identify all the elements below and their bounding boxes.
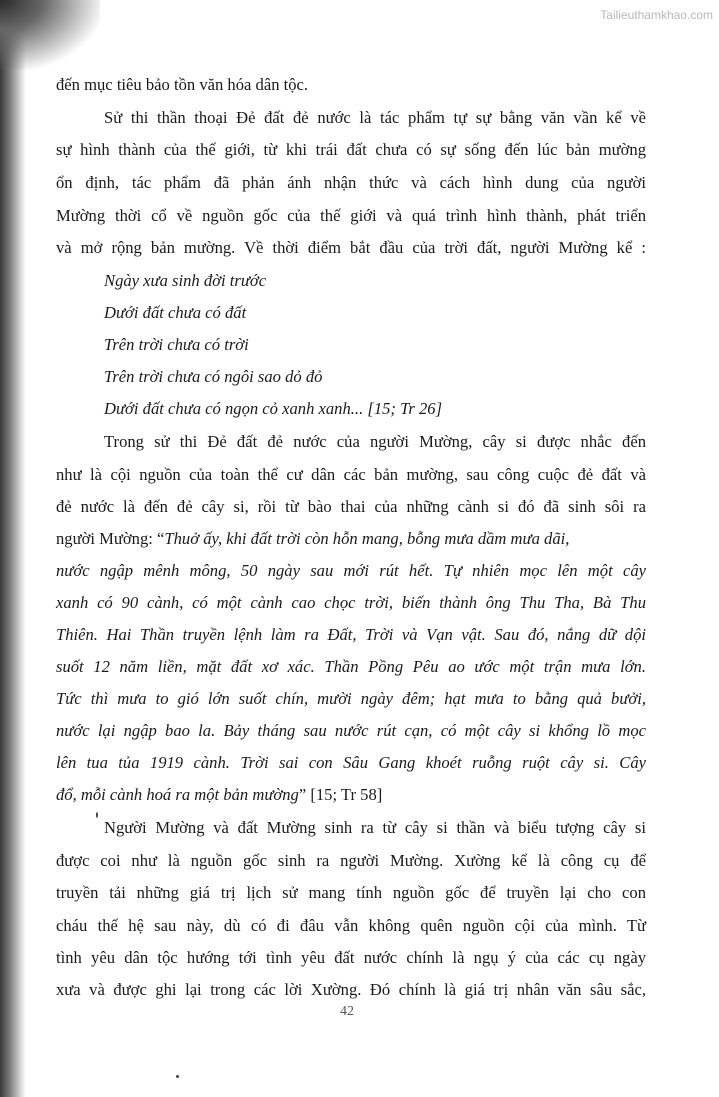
text-line: ổn định, tác phẩm đã phản ánh nhận thức và cách hình dung của người [56,173,646,192]
quote-line: xanh có 90 cành, có một cành cao chọc trời, biến thành ông Thu Tha, Bà Thu [56,593,646,612]
text-line: xưa và được ghi lại trong các lời Xường. Đó chính là giá trị nhân văn sâu sắc, [56,980,646,999]
text-line: được coi như là nguồn gốc sinh ra người Mường. Xường kể là công cụ để [56,851,646,870]
quote-line: Tức thì mưa to gió lớn suốt chín, mười ngày đêm; hạt mưa to bằng quả bưởi, [56,689,646,708]
scan-left-edge-shadow [0,0,26,1097]
verse-line: Trên trời chưa có ngôi sao dỏ đỏ [104,367,323,386]
quote-citation: ” [15; Tr 58] [298,785,383,804]
quote-text: Thuở ấy, khi đất trời còn hỗn mang, bỗng mưa dầm mưa dãi, [164,529,570,548]
quote-line [56,784,382,806]
text-line: như là cội nguồn của toàn thể cư dân các bản mường, sau công cuộc đẻ đất và [56,465,646,484]
text-line: sự hình thành của thế giới, từ khi trái đất chưa có sự sống đến lúc bản mường [56,140,646,159]
text-line: và mở rộng bản mường. Về thời điểm bắt đầu của trời đất, người Mường kể : [56,238,646,257]
quote-line: nước ngập mênh mông, 50 ngày sau mới rút hết. Tự nhiên mọc lên một cây [56,561,646,580]
quote-line: lên tua tủa 1919 cành. Trời sai con Sâu Gang khoét ruỗng ruột cây si. Cây [56,753,646,772]
text-line: tình yêu dân tộc hướng tới tình yêu đất nước chính là ngụ ý của các cụ ngày [56,948,646,967]
page-number: 42 [340,1004,354,1019]
quote-lead: người Mường: “ [56,529,165,548]
quote-line [56,528,569,550]
paragraph-first-line: Người Mường và đất Mường sinh ra từ cây si thần và biểu tượng cây si [104,818,646,837]
quote-line: nước lại ngập bao la. Bảy tháng sau nước rút cạn, có một cây si khổng lồ mọc [56,721,646,740]
watermark: Tailieuthamkhao.com [600,8,713,22]
text-line: truyền tải những giá trị lịch sử mang tính nguồn gốc để truyền lại cho con [56,883,646,902]
scan-top-corner-shadow [0,0,100,70]
verse-line: Dưới đất chưa có đất [104,303,247,322]
paragraph-first-line: Sử thi thần thoại Đẻ đất đẻ nước là tác phẩm tự sự bằng văn vần kể về [104,108,646,127]
verse-line: Ngày xưa sinh đời trước [104,271,267,290]
text-line: cháu thế hệ sau này, dù có đi đâu vẫn không quên nguồn cội của mình. Từ [56,916,646,935]
verse-line: Trên trời chưa có trời [104,335,249,354]
text-line: đến mục tiêu bảo tồn văn hóa dân tộc. [56,75,309,94]
scan-speck [176,1075,179,1078]
scan-speck [96,812,98,818]
verse-line: Dưới đất chưa có ngọn cỏ xanh xanh... [15; Tr 26] [104,399,443,418]
quote-line: Thiên. Hai Thần truyền lệnh làm ra Đất, Trời và Vạn vật. Sau đó, nắng dữ dội [56,625,646,644]
paragraph-first-line: Trong sử thi Đẻ đất đẻ nước của người Mường, cây si được nhắc đến [104,432,646,451]
quote-line: suốt 12 năm liền, mặt đất xơ xác. Thần Pồng Pêu ao ước một trận mưa lớn. [56,657,646,676]
quote-text: đổ, mỗi cành hoá ra một bản mường [56,785,299,804]
text-line: đẻ nước là đến đẻ cây si, rồi từ bào thai của những cành si đó đã sinh sôi ra [56,497,646,516]
text-line: Mường thời cổ về nguồn gốc của thế giới và quá trình hình thành, phát triển [56,206,646,225]
